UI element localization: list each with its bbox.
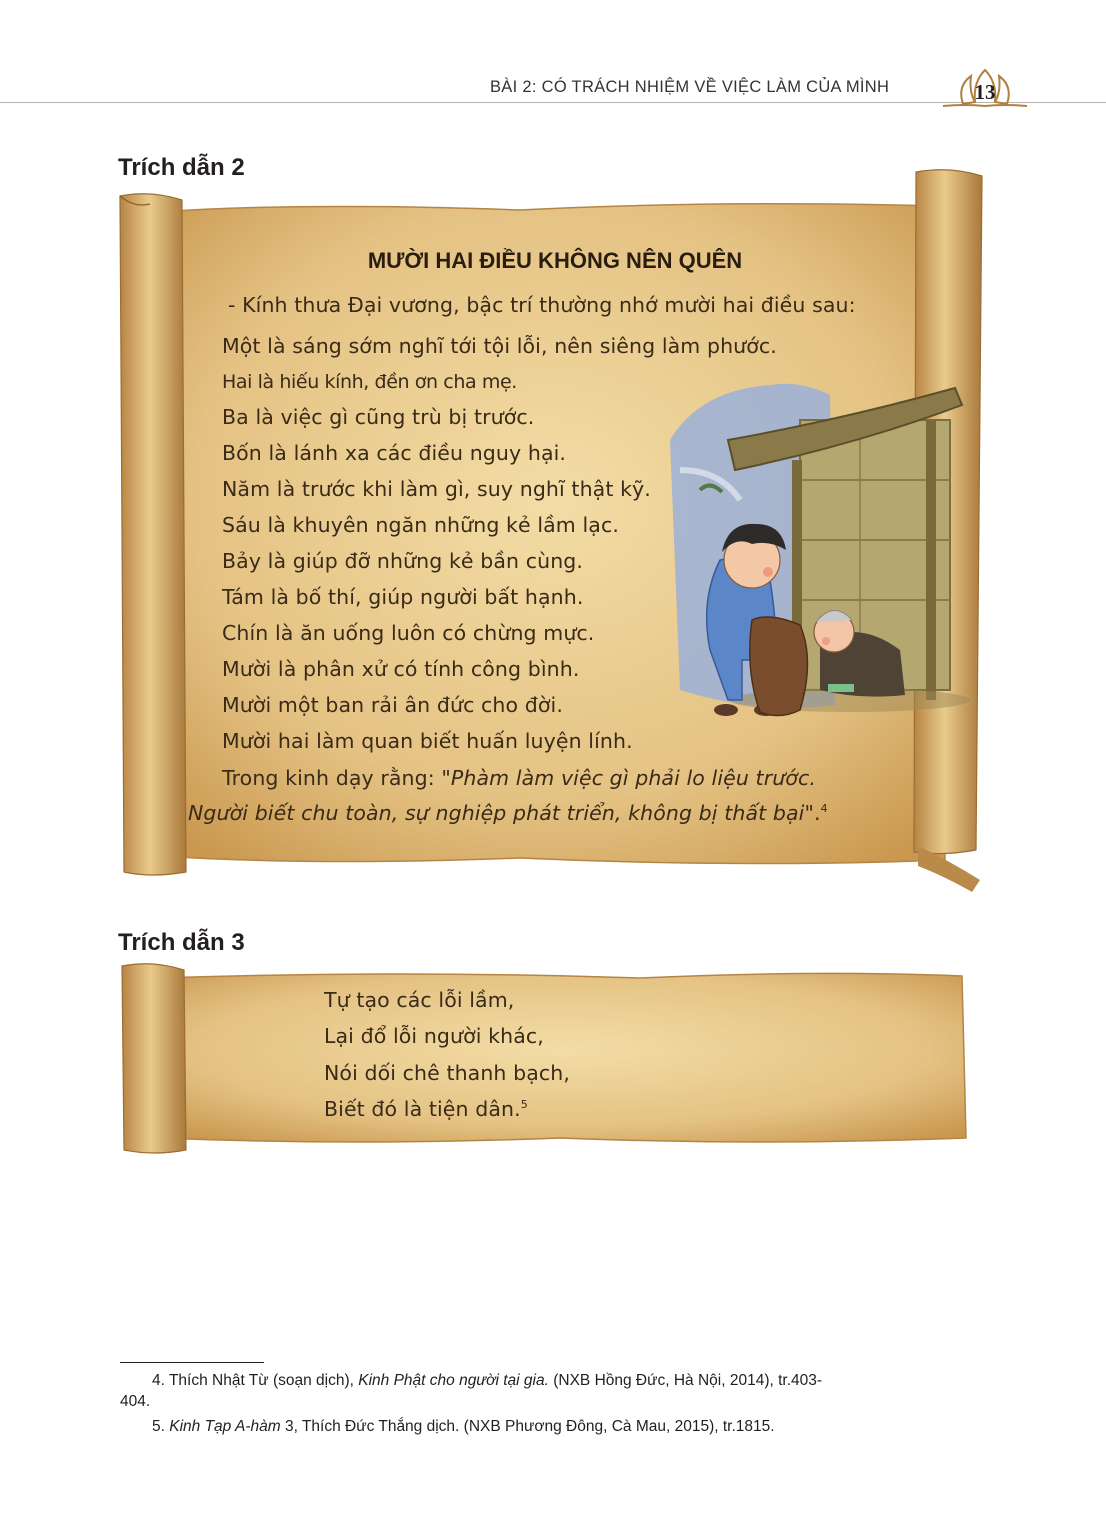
footnote-rule [120,1362,264,1363]
footnote-5 [152,1418,775,1436]
scripture-quote-line-1 [222,766,816,790]
footnote-4-author: Thích Nhật Từ (soạn dịch), [168,1372,359,1389]
poem-line: Sáu là khuyên ngăn những kẻ lầm lạc. [222,513,619,537]
poem-line: Một là sáng sớm nghĩ tới tội lỗi, nên siêng làm phước. [222,334,777,358]
footnote-5-details: 3, Thích Đức Thắng dịch. (NXB Phương Đông, Cà Mau, 2015), tr.1815. [280,1418,775,1435]
scroll-2 [122,964,966,1153]
footnote-4-publisher: (NXB Hồng Đức, Hà Nội, 2014), tr.403- [548,1372,823,1389]
scripture-quote-line-2 [188,801,828,825]
poem-line: Hai là hiếu kính, đền ơn cha mẹ. [222,371,517,393]
footnote-4-book-title: Kinh Phật cho người tại gia. [358,1372,549,1389]
poem-title: MƯỜI HAI ĐIỀU KHÔNG NÊN QUÊN [367,248,743,273]
boy-helping-elderly-woman-illustration [670,384,970,716]
footnote-4 [152,1372,822,1390]
verse-line-4-text: Biết đó là tiện dân. [324,1097,521,1121]
footnote-5-number: 5. [152,1418,165,1435]
footnote-4-number: 4. [152,1372,165,1389]
poem-line: Mười hai làm quan biết huấn luyện lính. [222,729,633,753]
verse-line-3-text: Nói dối chê thanh bạch [324,1061,564,1085]
footnote-4-continuation: 404. [120,1393,151,1410]
poem-line: Bảy là giúp đỡ những kẻ bần cùng. [222,549,584,573]
poem-intro: - Kính thưa Đại vương, bậc trí thường nhớ mười hai điều sau: [228,293,856,317]
footnote-5-book-title: Kinh Tạp A-hàm [169,1418,281,1435]
quote-italic-1: Phàm làm việc gì phải lo liệu trước. [450,766,816,790]
verse-line [324,1097,528,1121]
section-heading-3: Trích dẫn 3 [118,929,245,956]
quote-italic-2: Người biết chu toàn, sự nghiệp phát triển, không bị thất bại [188,801,805,825]
poem-line: Ba là việc gì cũng trù bị trước. [222,405,535,429]
quote-lead: Trong kinh dạy rằng: " [222,766,451,790]
running-header: BÀI 2: CÓ TRÁCH NHIỆM VỀ VIỆC LÀM CỦA MÌNH [490,78,890,96]
verse-line: Tự tạo các lỗi lầm, [324,988,515,1012]
footnote-ref-4[interactable]: 4 [820,802,828,816]
page-number: 13 [974,80,996,104]
footnote-ref-5[interactable]: 5 [520,1098,528,1112]
poem-line: Mười một ban rải ân đức cho đời. [222,693,563,717]
section-heading-2: Trích dẫn 2 [118,154,245,181]
poem-line: Chín là ăn uống luôn có chừng mực. [222,621,595,645]
poem-line: Mười là phân xử có tính công bình. [222,657,580,681]
poem-line: Bốn là lánh xa các điều nguy hại. [222,441,567,465]
verse-line: Lại đổ lỗi người khác, [324,1024,544,1048]
verse-line-3-comma: , [563,1061,571,1085]
verse-line [324,1061,570,1085]
quote-close: ". [804,801,821,825]
poem-line: Năm là trước khi làm gì, suy nghĩ thật kỹ. [222,477,651,501]
poem-line: Tám là bố thí, giúp người bất hạnh. [222,585,584,609]
